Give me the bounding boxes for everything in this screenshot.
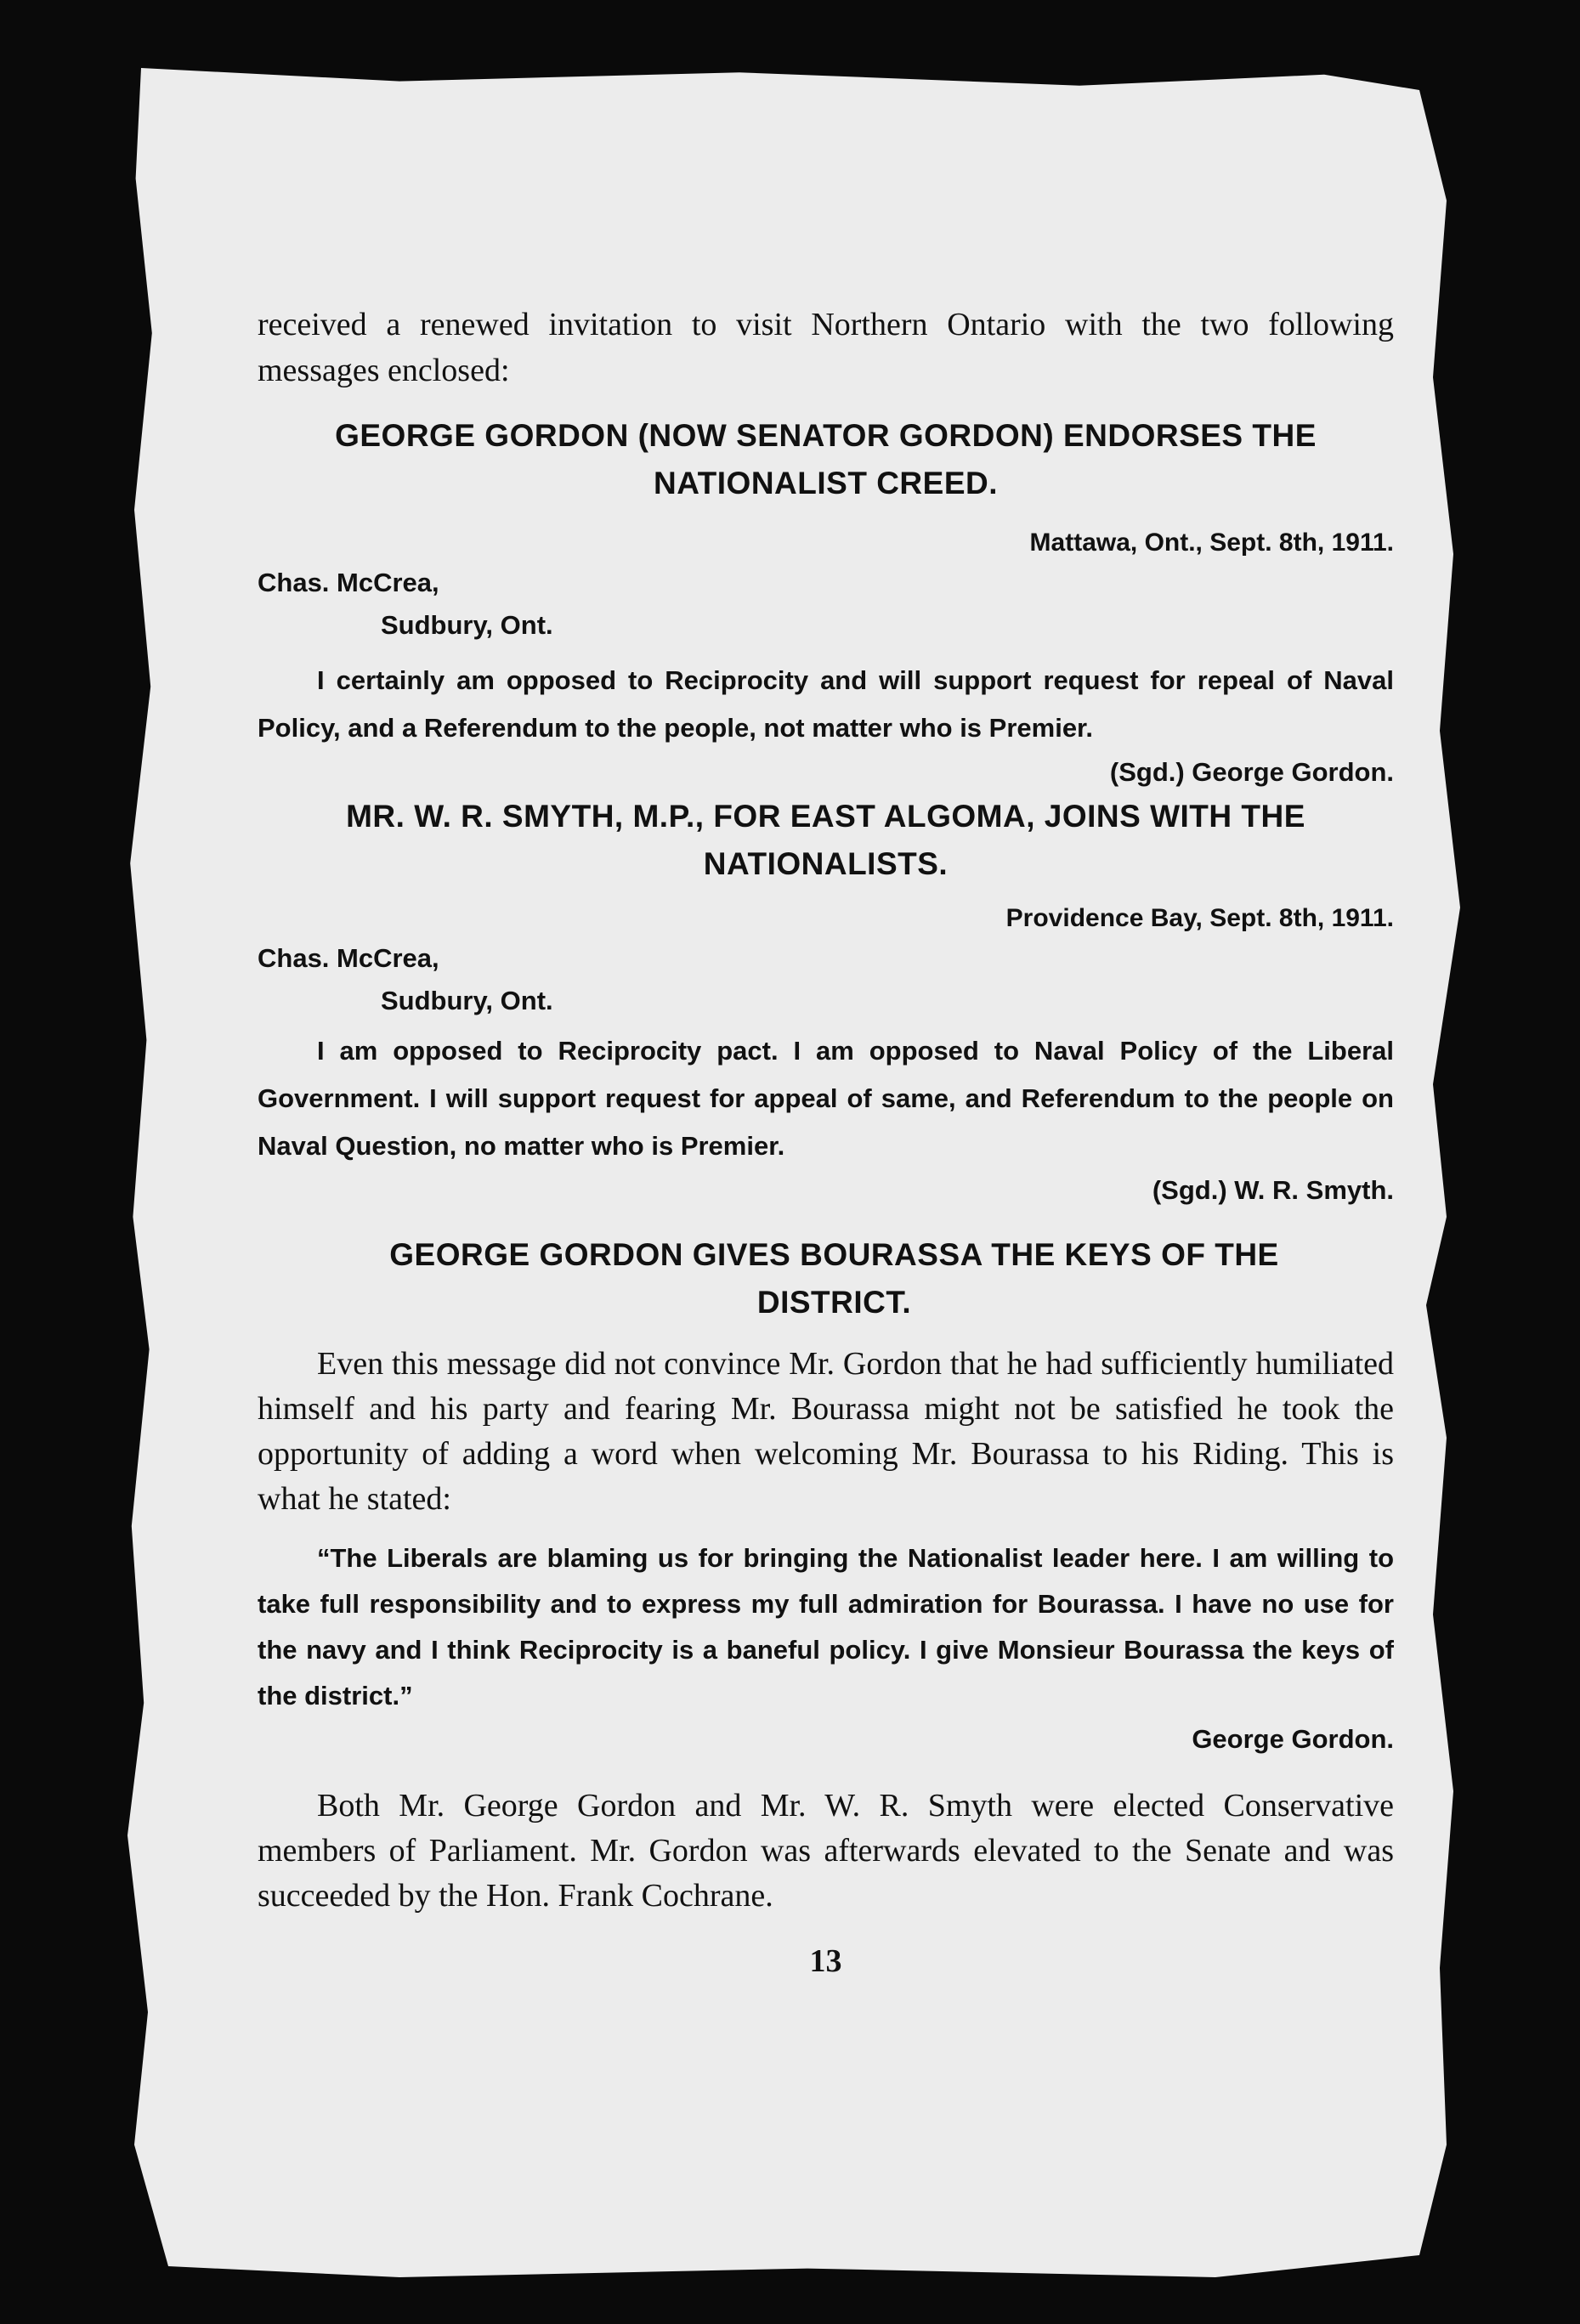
section2-addressee-place: Sudbury, Ont.: [381, 986, 553, 1015]
section1-signature: (Sgd.) George Gordon.: [1109, 757, 1394, 787]
section2-addressee-name: Chas. McCrea,: [258, 943, 439, 973]
section2-signature: (Sgd.) W. R. Smyth.: [1152, 1175, 1394, 1205]
section2-message: I am opposed to Reciprocity pact. I am opposed to Naval Policy of the Liberal Government. I will support request for appeal of same, and Referendum to the people on Naval Question, no matter who is Premier.: [258, 1036, 1394, 1161]
section1-addressee-place: Sudbury, Ont.: [381, 610, 553, 640]
section3-signature: George Gordon.: [1192, 1724, 1394, 1754]
section1-dateline: Mattawa, Ont., Sept. 8th, 1911.: [1029, 529, 1394, 557]
closing-paragraph: Both Mr. George Gordon and Mr. W. R. Smyth were elected Conservative members of Parliament. Mr. Gordon was afterwards elevated to the Senate and was succeeded by the Hon. Frank Cochrane.: [258, 1788, 1394, 1914]
section3-paragraph: Even this message did not convince Mr. Gordon that he had sufficiently humiliated himself and his party and fearing Mr. Bourassa might not be satisfied he took the opportunity of adding a word when welcoming Mr. Bourassa to his Riding. This is what he stated:: [258, 1346, 1394, 1517]
section2-dateline: Providence Bay, Sept. 8th, 1911.: [1005, 904, 1394, 932]
section1-addressee-name: Chas. McCrea,: [258, 568, 439, 597]
document-body: [258, 302, 1394, 1980]
section3-heading: GEORGE GORDON GIVES BOURASSA THE KEYS OF THE DISTRICT.: [389, 1237, 1279, 1320]
page-number: 13: [809, 1943, 842, 1979]
section3-quote: “The Liberals are blaming us for bringing the Nationalist leader here. I am willing to take full responsibility and to express my full admiration for Bourassa. I have no use for the navy and I think Reciprocity is a baneful policy. I give Monsieur Bourassa the keys of the district.”: [258, 1543, 1394, 1710]
intro-paragraph: received a renewed invitation to visit Northern Ontario with the two following messages enclosed:: [258, 307, 1394, 388]
section2-heading: MR. W. R. SMYTH, M.P., FOR EAST ALGOMA, JOINS WITH THE NATIONALISTS.: [346, 799, 1305, 881]
section1-heading: GEORGE GORDON (NOW SENATOR GORDON) ENDORSES THE NATIONALIST CREED.: [335, 418, 1317, 500]
section1-message: I certainly am opposed to Reciprocity and will support request for repeal of Naval Policy, and a Referendum to the people, not matter who is Premier.: [258, 665, 1394, 743]
